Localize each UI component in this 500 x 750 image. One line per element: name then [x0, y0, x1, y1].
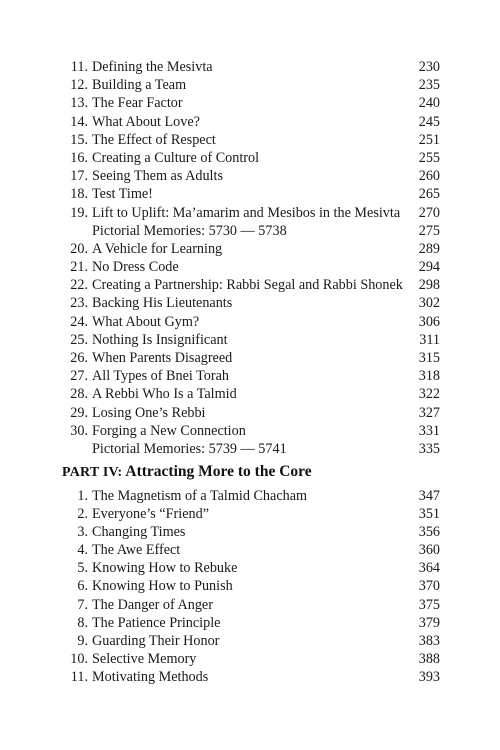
page-number: 255	[418, 149, 440, 166]
toc-entry	[66, 541, 440, 559]
chapter-title: A Vehicle for Learning	[92, 240, 223, 257]
page-number: 360	[418, 542, 440, 559]
chapter-title: Changing Times	[92, 524, 186, 541]
chapter-title: What About Love?	[92, 113, 200, 130]
chapter-title: No Dress Code	[92, 259, 179, 276]
chapter-title: Losing One’s Rebbi	[92, 404, 206, 421]
chapter-title: Creating a Partnership: Rabbi Segal and Rabbi Shonek	[92, 277, 403, 294]
toc-entry	[66, 149, 440, 167]
chapter-number: 12.	[70, 77, 88, 94]
toc-entry	[66, 331, 440, 349]
page-number: 251	[418, 131, 440, 148]
toc-entry	[66, 349, 440, 367]
page-number: 383	[418, 632, 440, 649]
chapter-title: Nothing Is Insignificant	[92, 331, 228, 348]
chapter-number: 18.	[70, 186, 88, 203]
chapter-title: Knowing How to Punish	[92, 578, 233, 595]
toc-entry	[66, 367, 440, 385]
toc-entry	[66, 650, 440, 668]
chapter-number: 24.	[70, 313, 88, 330]
chapter-title: The Fear Factor	[92, 95, 183, 112]
toc-entry	[66, 385, 440, 403]
page-number: 364	[418, 560, 440, 577]
toc-entry	[66, 240, 440, 258]
chapter-number: 20.	[70, 240, 88, 257]
chapter-title: Seeing Them as Adults	[92, 168, 223, 185]
page-number: 318	[418, 368, 440, 385]
toc-entry	[66, 113, 440, 131]
toc-entry	[66, 313, 440, 331]
chapter-title: Pictorial Memories: 5730 — 5738	[92, 222, 287, 239]
chapter-title: The Effect of Respect	[92, 131, 216, 148]
chapter-title: Backing His Lieutenants	[92, 295, 233, 312]
part-title: Attracting More to the Core	[125, 463, 312, 480]
chapter-number: 27.	[70, 368, 88, 385]
page-number: 294	[418, 259, 440, 276]
toc-entry	[66, 222, 440, 240]
part-label: PART IV:	[62, 465, 123, 480]
toc-entry	[66, 632, 440, 650]
page-number: 298	[418, 277, 440, 294]
page-number: 289	[418, 240, 440, 257]
toc-entry	[66, 577, 440, 595]
toc-list-part-iii	[66, 58, 440, 458]
chapter-number: 21.	[70, 259, 88, 276]
chapter-number: 11.	[70, 59, 88, 75]
chapter-number: 10.	[70, 650, 88, 667]
chapter-number: 9.	[77, 632, 88, 649]
page-number: 306	[418, 313, 440, 330]
page-number: 379	[418, 614, 440, 631]
chapter-number: 4.	[77, 542, 88, 559]
part-heading	[62, 461, 442, 483]
page-number: 260	[418, 168, 440, 185]
chapter-number: 14.	[70, 113, 88, 130]
page-number: 388	[418, 650, 440, 667]
chapter-number: 30.	[70, 422, 88, 439]
toc-entry	[66, 523, 440, 541]
chapter-title: Guarding Their Honor	[92, 632, 220, 649]
toc-entry	[66, 58, 440, 76]
chapter-number: 6.	[77, 578, 88, 595]
chapter-number: 22.	[70, 277, 88, 294]
chapter-title: The Patience Principle	[92, 614, 221, 631]
chapter-number: 25.	[70, 331, 88, 348]
toc-entry	[66, 404, 440, 422]
chapter-number: 5.	[77, 560, 88, 577]
toc-entry	[66, 94, 440, 112]
toc-entry	[66, 76, 440, 94]
page-number: 302	[418, 295, 440, 312]
toc-entry	[66, 185, 440, 203]
page-number: 235	[418, 77, 440, 94]
chapter-number: 19.	[70, 204, 88, 221]
chapter-number: 3.	[77, 524, 88, 541]
page-number: 351	[418, 506, 440, 523]
toc-entry	[66, 204, 440, 222]
toc-entry	[66, 487, 440, 505]
page-number: 275	[418, 222, 440, 239]
chapter-title: Everyone’s “Friend”	[92, 506, 210, 523]
chapter-title: Creating a Culture of Control	[92, 149, 260, 166]
chapter-title: Defining the Mesivta	[92, 59, 213, 75]
toc-entry	[66, 258, 440, 276]
page-number: 331	[418, 422, 440, 439]
page-number: 375	[418, 596, 440, 613]
toc-entry	[66, 596, 440, 614]
page-number: 393	[418, 668, 440, 685]
chapter-number: 17.	[70, 168, 88, 185]
chapter-number: 1.	[77, 488, 88, 504]
page-number: 327	[418, 404, 440, 421]
page-number: 311	[419, 331, 440, 348]
chapter-title: When Parents Disagreed	[92, 350, 233, 366]
toc-list-part-iv	[66, 487, 440, 686]
chapter-title: A Rebbi Who Is a Talmid	[92, 386, 237, 403]
chapter-number: 15.	[70, 131, 88, 148]
page-number: 230	[418, 59, 440, 75]
chapter-title: What About Gym?	[92, 313, 200, 330]
page-number: 335	[418, 440, 440, 457]
chapter-number: 28.	[70, 386, 88, 403]
chapter-title: Lift to Uplift: Ma’amarim and Mesibos in the Mesivta	[92, 204, 401, 221]
page-number: 315	[418, 350, 440, 366]
chapter-title: The Danger of Anger	[92, 596, 213, 613]
chapter-title: The Magnetism of a Talmid Chacham	[92, 488, 308, 504]
chapter-title: Building a Team	[92, 77, 187, 94]
chapter-number: 11.	[70, 668, 88, 685]
chapter-number: 16.	[70, 149, 88, 166]
toc-entry	[66, 276, 440, 294]
chapter-title: Motivating Methods	[92, 668, 209, 685]
toc-entry	[66, 167, 440, 185]
chapter-number: 2.	[77, 506, 88, 523]
chapter-title: The Awe Effect	[92, 542, 181, 559]
page-number: 322	[418, 386, 440, 403]
toc-entry	[66, 668, 440, 686]
toc-entry	[66, 422, 440, 440]
toc-entry	[66, 614, 440, 632]
chapter-title: Selective Memory	[92, 650, 197, 667]
chapter-number: 26.	[70, 350, 88, 366]
page-number: 270	[418, 204, 440, 221]
page-number: 265	[418, 186, 440, 203]
toc-entry	[66, 559, 440, 577]
chapter-number: 7.	[77, 596, 88, 613]
chapter-title: Forging a New Connection	[92, 422, 246, 439]
page-number: 356	[418, 524, 440, 541]
toc-entry	[66, 294, 440, 312]
chapter-title: Test Time!	[92, 186, 153, 203]
chapter-number: 29.	[70, 404, 88, 421]
page-number: 240	[418, 95, 440, 112]
toc-entry	[66, 440, 440, 458]
chapter-title: Knowing How to Rebuke	[92, 560, 238, 577]
chapter-title: All Types of Bnei Torah	[92, 368, 229, 385]
chapter-title: Pictorial Memories: 5739 — 5741	[92, 440, 287, 457]
chapter-number: 13.	[70, 95, 88, 112]
chapter-number: 23.	[70, 295, 88, 312]
page-number: 370	[418, 578, 440, 595]
chapter-number: 8.	[77, 614, 88, 631]
toc-entry	[66, 505, 440, 523]
page-number: 347	[418, 488, 440, 504]
toc-entry	[66, 131, 440, 149]
page-number: 245	[418, 113, 440, 130]
